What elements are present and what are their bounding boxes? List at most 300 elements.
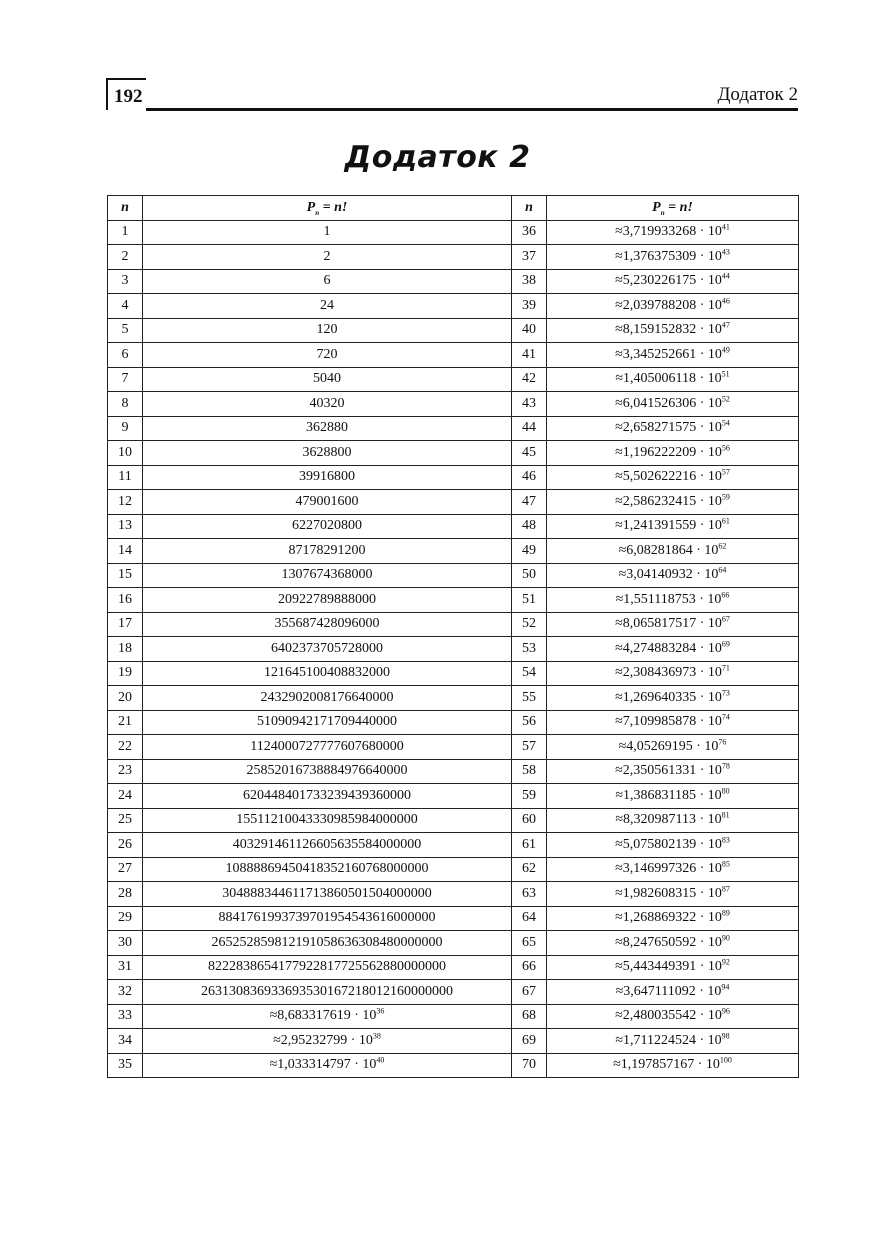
factorial-value-text: ≈2,308436973 · 10 [615, 665, 722, 681]
factorial-value [143, 759, 512, 784]
exponent: 98 [721, 1031, 730, 1041]
n-value: 4 [108, 294, 143, 319]
n-value: 46 [512, 465, 547, 490]
n-value: 60 [512, 808, 547, 833]
table-row [108, 416, 799, 441]
factorial-value-text: ≈5,502622216 · 10 [615, 469, 722, 485]
factorial-value-text: ≈1,376375309 · 10 [615, 248, 722, 264]
factorial-value [143, 710, 512, 735]
factorial-value-text: ≈3,647111092 · 10 [615, 983, 722, 999]
factorial-value [143, 931, 512, 956]
n-value: 19 [108, 661, 143, 686]
factorial-value-text: ≈1,268869322 · 10 [615, 910, 722, 926]
table-row [108, 906, 799, 931]
n-value: 30 [108, 931, 143, 956]
page-title: Додаток 2 [344, 140, 531, 175]
factorial-value [547, 1029, 799, 1054]
exponent: 94 [721, 982, 730, 992]
header-permutations-right [547, 196, 799, 221]
exponent: 66 [721, 590, 730, 600]
n-value: 55 [512, 686, 547, 711]
n-value: 11 [108, 465, 143, 490]
factorial-value [547, 416, 799, 441]
exponent: 44 [721, 271, 730, 281]
factorial-value [143, 1029, 512, 1054]
n-value: 24 [108, 784, 143, 809]
n-value: 42 [512, 367, 547, 392]
factorial-value-text: 2432902008176640000 [260, 689, 394, 705]
factorial-value-text: ≈2,586232415 · 10 [615, 493, 722, 509]
factorial-value-text: ≈6,08281864 · 10 [618, 542, 719, 558]
factorial-value-text: ≈1,269640335 · 10 [615, 689, 722, 705]
factorial-value-text: ≈3,146997326 · 10 [615, 861, 722, 877]
factorial-value [143, 539, 512, 564]
n-value: 69 [512, 1029, 547, 1054]
n-value: 28 [108, 882, 143, 907]
n-value: 31 [108, 955, 143, 980]
table-row [108, 318, 799, 343]
exponent: 57 [721, 467, 730, 477]
table-row [108, 245, 799, 270]
factorial-value [547, 710, 799, 735]
factorial-value [143, 808, 512, 833]
n-value: 23 [108, 759, 143, 784]
factorial-value [547, 294, 799, 319]
factorial-value-text: 40320 [309, 395, 345, 411]
factorial-value-text: ≈4,05269195 · 10 [618, 738, 719, 754]
factorial-value [143, 882, 512, 907]
n-value: 41 [512, 343, 547, 368]
n-value: 34 [108, 1029, 143, 1054]
header-permutations-left [143, 196, 512, 221]
n-value: 25 [108, 808, 143, 833]
n-value: 64 [512, 906, 547, 931]
factorial-value [547, 906, 799, 931]
exponent: 64 [718, 565, 727, 575]
exponent: 96 [721, 1006, 730, 1016]
n-value: 61 [512, 833, 547, 858]
n-value: 15 [108, 563, 143, 588]
table-row [108, 955, 799, 980]
n-value: 45 [512, 441, 547, 466]
exponent: 47 [721, 320, 730, 330]
exponent: 62 [718, 541, 727, 551]
header-section-title: Додаток 2 [717, 84, 798, 105]
factorial-value-text: 3628800 [302, 444, 352, 460]
factorial-value [143, 833, 512, 858]
factorial-value-text: 87178291200 [288, 542, 366, 558]
table-row [108, 367, 799, 392]
table-row [108, 735, 799, 760]
exponent: 49 [721, 345, 730, 355]
n-value: 66 [512, 955, 547, 980]
factorial-value-text: 720 [316, 346, 338, 362]
exponent: 74 [721, 712, 730, 722]
table-row [108, 490, 799, 515]
factorial-value-text: ≈7,109985878 · 10 [615, 714, 722, 730]
factorial-value [547, 588, 799, 613]
factorial-value [547, 514, 799, 539]
header-n-right: n [512, 196, 547, 221]
table-row [108, 784, 799, 809]
factorial-value [547, 980, 799, 1005]
header-p-rest: = n! [664, 199, 693, 215]
factorial-value [547, 318, 799, 343]
factorial-value [143, 612, 512, 637]
factorial-value [143, 392, 512, 417]
n-value: 27 [108, 857, 143, 882]
exponent: 90 [721, 933, 730, 943]
factorial-value [547, 343, 799, 368]
n-value: 33 [108, 1004, 143, 1029]
factorial-value [143, 490, 512, 515]
factorial-value-text: ≈2,658271575 · 10 [615, 420, 722, 436]
factorial-value [547, 759, 799, 784]
page-number: 192 [114, 86, 143, 107]
n-value: 65 [512, 931, 547, 956]
n-value: 20 [108, 686, 143, 711]
n-value: 32 [108, 980, 143, 1005]
n-value: 1 [108, 220, 143, 245]
factorial-value-text: ≈8,683317619 · 10 [269, 1008, 377, 1024]
n-value: 50 [512, 563, 547, 588]
factorial-value [143, 563, 512, 588]
exponent: 43 [721, 247, 730, 257]
factorial-value-text: ≈8,159152832 · 10 [615, 322, 722, 338]
factorial-value-text: 6402373705728000 [271, 640, 383, 656]
exponent: 36 [376, 1006, 385, 1016]
n-value: 63 [512, 882, 547, 907]
n-value: 29 [108, 906, 143, 931]
factorial-value [143, 1004, 512, 1029]
factorial-value-text: 263130836933693530167218012160000000 [201, 983, 453, 999]
n-value: 37 [512, 245, 547, 270]
factorial-value-text: ≈1,551118753 · 10 [615, 591, 722, 607]
n-value: 18 [108, 637, 143, 662]
factorial-value-text: ≈4,274883284 · 10 [615, 640, 722, 656]
n-value: 8 [108, 392, 143, 417]
table-header-row [108, 196, 799, 221]
factorial-value [547, 612, 799, 637]
n-value: 51 [512, 588, 547, 613]
factorial-value-text: ≈1,386831185 · 10 [615, 787, 722, 803]
factorial-value-text: 6 [323, 273, 331, 289]
n-value: 16 [108, 588, 143, 613]
table-row [108, 514, 799, 539]
factorial-value-text: 15511210043330985984000000 [236, 812, 418, 828]
n-value: 56 [512, 710, 547, 735]
header-p-subscript: n [315, 208, 320, 217]
factorial-value [143, 245, 512, 270]
exponent: 41 [721, 222, 730, 232]
exponent: 67 [721, 614, 730, 624]
factorial-value-text: 1307674368000 [281, 567, 373, 583]
factorial-value-text: 479001600 [295, 493, 359, 509]
factorial-value [547, 808, 799, 833]
factorial-value-text: ≈5,230226175 · 10 [615, 273, 722, 289]
n-value: 44 [512, 416, 547, 441]
n-value: 6 [108, 343, 143, 368]
n-value: 2 [108, 245, 143, 270]
header-p-subscript: n [660, 208, 665, 217]
exponent: 78 [721, 761, 730, 771]
factorial-value-text: ≈1,982608315 · 10 [615, 885, 722, 901]
n-value: 43 [512, 392, 547, 417]
exponent: 52 [721, 394, 730, 404]
factorial-value [143, 784, 512, 809]
exponent: 87 [721, 884, 730, 894]
exponent: 81 [721, 810, 730, 820]
factorial-value-text: ≈8,247650592 · 10 [615, 934, 722, 950]
n-value: 39 [512, 294, 547, 319]
n-value: 47 [512, 490, 547, 515]
factorial-value [143, 514, 512, 539]
factorial-value [143, 735, 512, 760]
n-value: 17 [108, 612, 143, 637]
factorial-value-text: ≈3,04140932 · 10 [618, 567, 719, 583]
factorial-value-text: ≈2,95232799 · 10 [273, 1032, 373, 1048]
factorial-value-text: 20922789888000 [278, 591, 376, 607]
factorial-value [547, 441, 799, 466]
page-number-box [106, 78, 146, 110]
factorial-value [547, 931, 799, 956]
factorial-value-text: ≈1,196222209 · 10 [615, 444, 722, 460]
n-value: 36 [512, 220, 547, 245]
factorial-value-text: 8841761993739701954543616000000 [218, 910, 436, 926]
n-value: 35 [108, 1053, 143, 1078]
factorial-value [143, 367, 512, 392]
factorial-value [143, 637, 512, 662]
table-row [108, 392, 799, 417]
factorial-value [547, 245, 799, 270]
n-value: 48 [512, 514, 547, 539]
n-value: 57 [512, 735, 547, 760]
factorial-value-text: ≈8,320987113 · 10 [615, 812, 722, 828]
factorial-value-text: ≈1,241391559 · 10 [615, 518, 722, 534]
factorial-value-text: 362880 [306, 420, 348, 436]
n-value: 53 [512, 637, 547, 662]
n-value: 21 [108, 710, 143, 735]
table-row [108, 294, 799, 319]
n-value: 3 [108, 269, 143, 294]
table-row [108, 220, 799, 245]
factorial-value-text: 265252859812191058636308480000000 [211, 934, 443, 950]
table-row [108, 833, 799, 858]
table-row [108, 269, 799, 294]
exponent: 69 [721, 639, 730, 649]
factorial-value [547, 784, 799, 809]
factorial-value [547, 857, 799, 882]
factorial-value-text: ≈5,443449391 · 10 [615, 959, 722, 975]
factorial-value [547, 955, 799, 980]
table-row [108, 637, 799, 662]
factorial-value [547, 367, 799, 392]
factorial-value-text: 2 [323, 248, 331, 264]
exponent: 85 [721, 859, 730, 869]
table-row [108, 465, 799, 490]
n-value: 49 [512, 539, 547, 564]
factorial-value-text: 24 [320, 297, 334, 313]
table-row [108, 882, 799, 907]
factorial-value [547, 490, 799, 515]
n-value: 62 [512, 857, 547, 882]
factorial-value [547, 392, 799, 417]
exponent: 71 [721, 663, 730, 673]
table-row [108, 686, 799, 711]
exponent: 83 [721, 835, 730, 845]
factorial-value-text: 355687428096000 [274, 616, 380, 632]
header-p-rest: = n! [319, 199, 348, 215]
factorial-value-text: 403291461126605635584000000 [232, 836, 422, 852]
exponent: 73 [721, 688, 730, 698]
table-row [108, 980, 799, 1005]
factorial-value [547, 833, 799, 858]
factorial-value [143, 906, 512, 931]
factorial-value-text: ≈6,041526306 · 10 [615, 395, 722, 411]
factorial-value-text: ≈8,065817517 · 10 [615, 616, 722, 632]
factorial-value [143, 955, 512, 980]
table-row [108, 857, 799, 882]
exponent: 76 [718, 737, 727, 747]
factorial-value [143, 343, 512, 368]
n-value: 38 [512, 269, 547, 294]
factorial-value [143, 686, 512, 711]
table-row [108, 588, 799, 613]
n-value: 14 [108, 539, 143, 564]
factorial-value-text: 120 [316, 322, 338, 338]
factorial-value-text: 121645100408832000 [264, 665, 390, 681]
factorial-value-text: 8222838654177922817725562880000000 [208, 959, 446, 975]
table-row [108, 661, 799, 686]
factorial-value [143, 416, 512, 441]
table-row [108, 1053, 799, 1078]
factorial-value-text: ≈1,711224524 · 10 [615, 1032, 722, 1048]
n-value: 7 [108, 367, 143, 392]
factorial-value [547, 269, 799, 294]
factorial-value [547, 539, 799, 564]
table-row [108, 343, 799, 368]
factorial-value [143, 1053, 512, 1078]
factorial-value-text: ≈3,719933268 · 10 [615, 224, 722, 240]
factorial-value-text: 51090942171709440000 [257, 714, 397, 730]
n-value: 12 [108, 490, 143, 515]
factorial-value-text: 620448401733239439360000 [243, 787, 411, 803]
factorial-value-text: 39916800 [299, 469, 355, 485]
n-value: 13 [108, 514, 143, 539]
table-row [108, 563, 799, 588]
n-value: 54 [512, 661, 547, 686]
exponent: 46 [721, 296, 730, 306]
factorial-value [143, 980, 512, 1005]
factorial-value-text: 304888344611713860501504000000 [222, 885, 432, 901]
header-rule [146, 108, 798, 111]
factorial-value [143, 441, 512, 466]
factorial-value-text: ≈1,405006118 · 10 [615, 371, 722, 387]
factorial-value [143, 661, 512, 686]
exponent: 80 [721, 786, 730, 796]
factorial-value [143, 294, 512, 319]
factorial-value [547, 686, 799, 711]
factorial-value [143, 318, 512, 343]
n-value: 52 [512, 612, 547, 637]
factorial-value [143, 857, 512, 882]
exponent: 56 [721, 443, 730, 453]
factorial-value-text: 5040 [313, 371, 341, 387]
factorial-value [143, 220, 512, 245]
n-value: 5 [108, 318, 143, 343]
factorial-value-text: ≈1,033314797 · 10 [269, 1057, 377, 1073]
n-value: 67 [512, 980, 547, 1005]
factorial-value-text: ≈2,039788208 · 10 [615, 297, 722, 313]
factorial-value [547, 220, 799, 245]
n-value: 40 [512, 318, 547, 343]
factorial-value [143, 588, 512, 613]
factorial-value-text: ≈2,350561331 · 10 [615, 763, 722, 779]
table-row [108, 612, 799, 637]
factorial-value [547, 735, 799, 760]
factorial-value [143, 465, 512, 490]
factorial-value-text: ≈1,197857167 · 10 [613, 1057, 720, 1073]
factorial-value-text: 1124000727777607680000 [250, 738, 404, 754]
table-row [108, 539, 799, 564]
table-row [108, 808, 799, 833]
factorial-value-text: 10888869450418352160768000000 [225, 861, 429, 877]
exponent: 89 [721, 908, 730, 918]
exponent: 40 [376, 1055, 385, 1065]
factorial-value [547, 1004, 799, 1029]
table-row [108, 1029, 799, 1054]
table-row [108, 1004, 799, 1029]
header-p-symbol: P [652, 199, 661, 215]
n-value: 9 [108, 416, 143, 441]
n-value: 58 [512, 759, 547, 784]
exponent: 54 [721, 418, 730, 428]
factorial-value-text: ≈2,480035542 · 10 [615, 1008, 722, 1024]
factorial-table [107, 195, 799, 1078]
table-row [108, 710, 799, 735]
exponent: 92 [721, 957, 730, 967]
exponent: 38 [372, 1031, 381, 1041]
factorial-value [547, 661, 799, 686]
factorial-value-text: 25852016738884976640000 [246, 763, 408, 779]
header-n-left: n [108, 196, 143, 221]
n-value: 22 [108, 735, 143, 760]
factorial-value [547, 1053, 799, 1078]
n-value: 68 [512, 1004, 547, 1029]
factorial-value-text: ≈5,075802139 · 10 [615, 836, 722, 852]
factorial-value-text: 1 [323, 224, 331, 240]
exponent: 61 [721, 516, 730, 526]
factorial-value-text: ≈3,345252661 · 10 [615, 346, 722, 362]
factorial-value [547, 465, 799, 490]
factorial-value [547, 563, 799, 588]
table-row [108, 441, 799, 466]
n-value: 26 [108, 833, 143, 858]
exponent: 51 [721, 369, 730, 379]
factorial-value [547, 637, 799, 662]
n-value: 10 [108, 441, 143, 466]
factorial-value [547, 882, 799, 907]
factorial-value-text: 6227020800 [292, 518, 362, 534]
table-row [108, 759, 799, 784]
exponent: 100 [719, 1055, 732, 1065]
n-value: 59 [512, 784, 547, 809]
running-header [106, 78, 798, 112]
header-p-symbol: P [306, 199, 316, 215]
n-value: 70 [512, 1053, 547, 1078]
factorial-value [143, 269, 512, 294]
table-row [108, 931, 799, 956]
